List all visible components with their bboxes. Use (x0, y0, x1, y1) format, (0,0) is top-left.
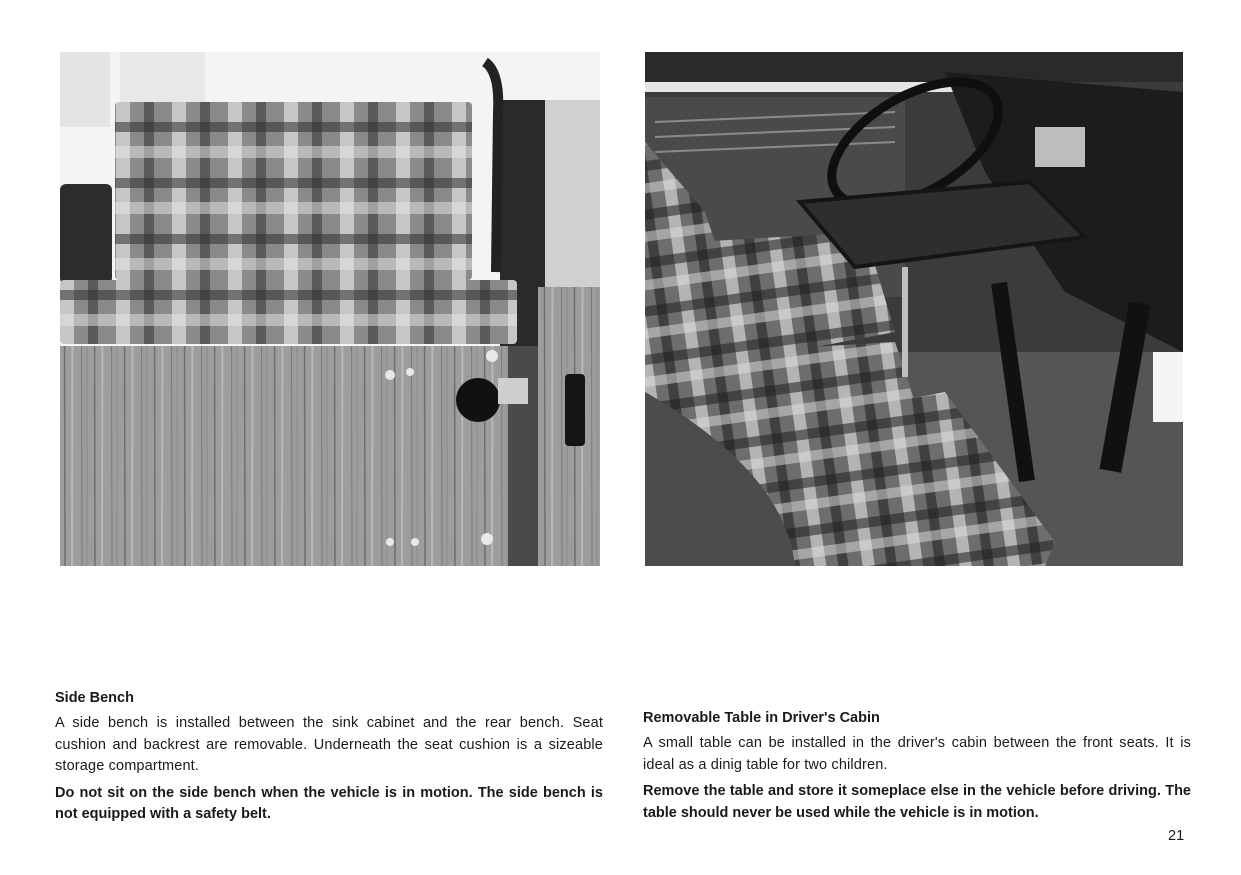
section-body: A small table can be installed in the driver's cabin between the front seats. It is ideal as a dinig table for two children. (643, 735, 1191, 773)
section-heading: Side Bench (55, 690, 134, 706)
page-number: 21 (1168, 828, 1185, 844)
drivers-cabin-table-photo (645, 52, 1183, 566)
drivers-cabin-table-photo-illustration (645, 52, 1183, 566)
section-body: A side bench is installed between the sink cabinet and the rear bench. Seat cushion and backrest are removable. Underneath the seat cushion is a sizeable storage compartment. (55, 715, 603, 774)
section-warning: Remove the table and store it someplace else in the vehicle before driving. The table should never be used while the vehicle is in motion. (643, 783, 1191, 821)
section-side-bench (55, 690, 603, 826)
section-warning: Do not sit on the side bench when the vehicle is in motion. The side bench is not equipped with a safety belt. (55, 784, 603, 822)
side-bench-photo-illustration (60, 52, 600, 566)
side-bench-photo (60, 52, 600, 566)
section-removable-table (643, 710, 1191, 824)
section-heading: Removable Table in Driver's Cabin (643, 710, 880, 726)
